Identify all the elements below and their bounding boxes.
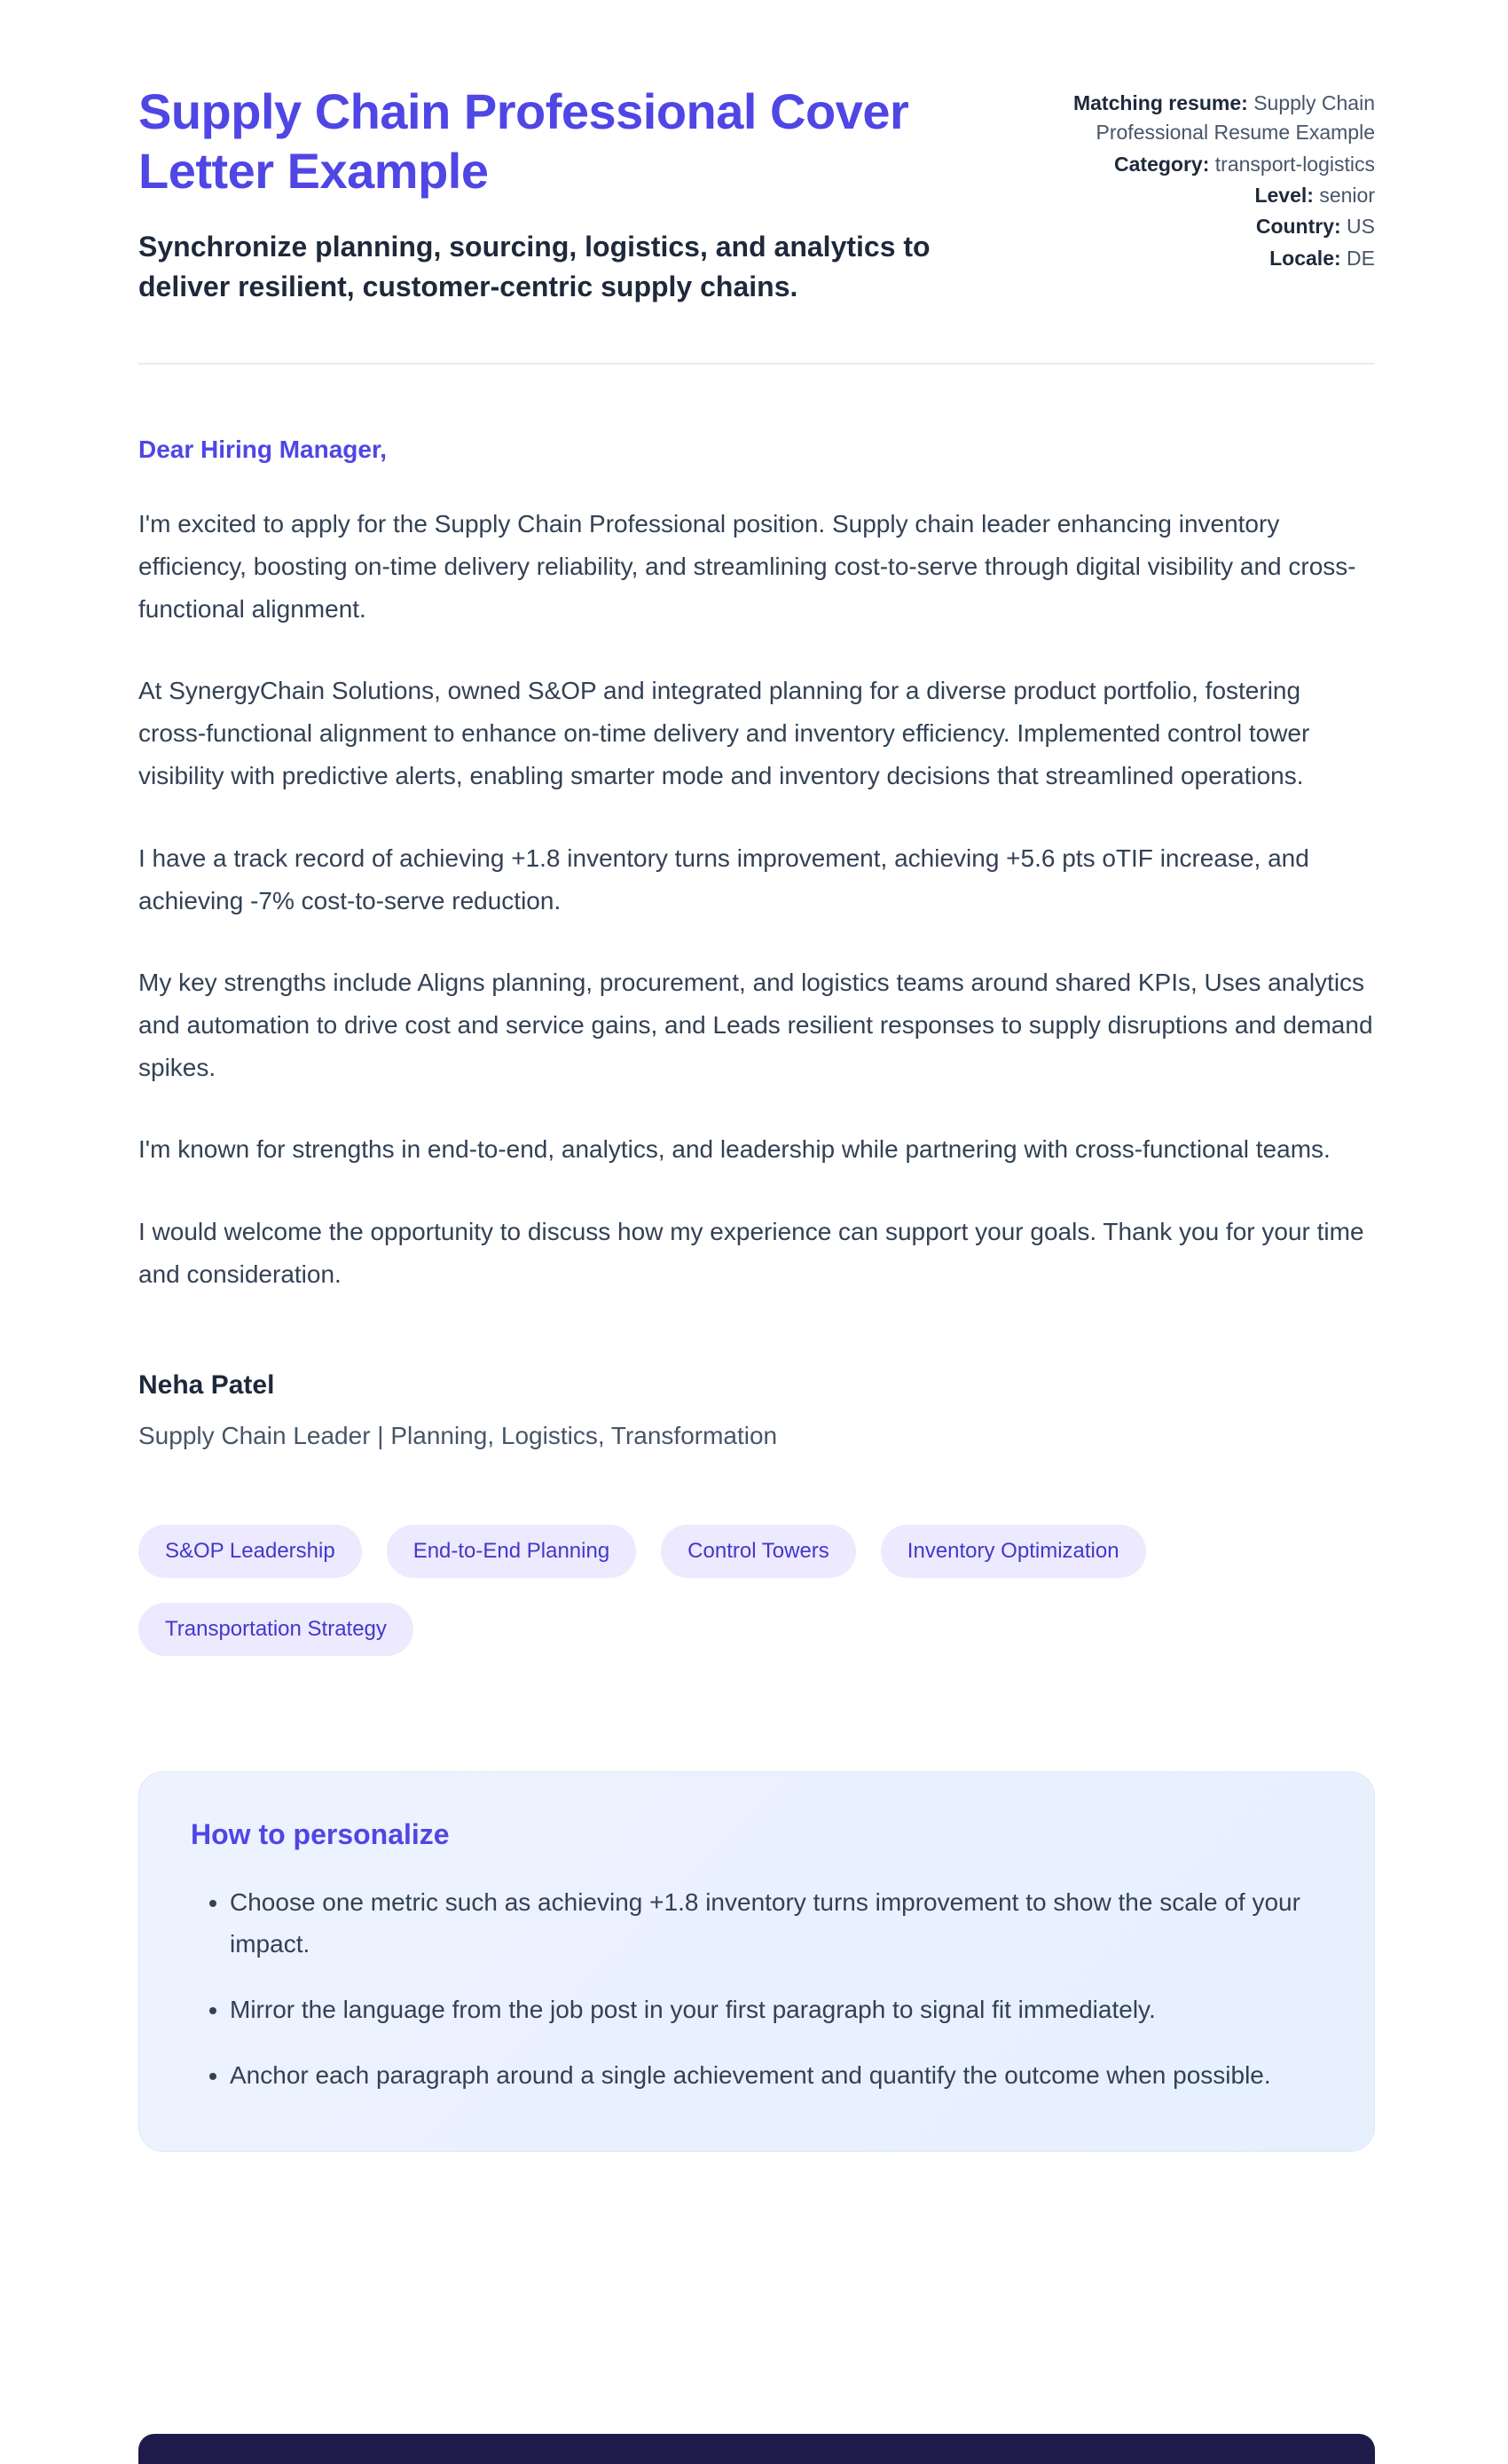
skill-tags	[138, 1525, 1256, 1656]
meta-label: Category:	[1114, 152, 1210, 176]
personalize-tips	[191, 1881, 1323, 2096]
meta-row	[1064, 89, 1375, 148]
signature-name: Neha Patel	[138, 1369, 275, 1400]
page-title: Supply Chain Professional Cover Letter Example	[138, 83, 909, 200]
page-header	[138, 82, 1375, 306]
meta-label: Matching resume:	[1072, 91, 1248, 114]
letter-paragraph: I'm known for strengths in end-to-end, analytics, and leadership while partnering with cross-functional teams.	[138, 1135, 1331, 1164]
skill-tag: End-to-End Planning	[387, 1525, 636, 1578]
meta-value: senior	[1319, 184, 1375, 208]
skill-tag: S&OP Leadership	[138, 1525, 362, 1578]
meta-value: US	[1347, 215, 1375, 239]
skill-tag: Control Towers	[661, 1525, 856, 1578]
meta-label: Locale:	[1269, 246, 1341, 270]
letter-paragraph: My key strengths include Aligns planning, procurement, and logistics teams around shared KPIs, Uses analytics and automation to drive cost and service gains, and Leads resilient responses to supply disruptions and demand spikes.	[138, 968, 1373, 1082]
header-title-block	[138, 82, 1011, 306]
letter-paragraph: At SynergyChain Solutions, owned S&OP and integrated planning for a diverse product portfolio, fostering cross-functional alignment to enhance on-time delivery and inventory efficiency. Implemented control tower visibility with predictive alerts, enabling smarter mode and inventory decisions that streamlined operations.	[138, 677, 1310, 790]
meta-label: Level:	[1254, 184, 1314, 208]
meta-value: Supply Chain Professional Resume Example	[1096, 91, 1375, 145]
letter-paragraph: I'm excited to apply for the Supply Chain Professional position. Supply chain leader enhancing inventory efficiency, boosting on-time delivery reliability, and streamlining cost-to-serve through digital visibility and cross-functional alignment.	[138, 509, 1356, 623]
signature-title: Supply Chain Leader | Planning, Logistics, Transformation	[138, 1421, 778, 1449]
personalize-tip: • Anchor each paragraph around a single achievement and quantify the outcome when possible.	[230, 2054, 1323, 2097]
personalize-box	[138, 1771, 1375, 2152]
letter-salutation: Dear Hiring Manager,	[138, 435, 388, 463]
meta-row	[1064, 244, 1375, 273]
meta-row	[1064, 181, 1375, 210]
meta-value: DE	[1347, 246, 1375, 270]
meta-value: transport-logistics	[1214, 152, 1375, 176]
resume-meta-block	[1064, 82, 1375, 306]
footer-card-top-edge	[138, 2434, 1375, 2464]
personalize-tip: • Choose one metric such as achieving +1.8 inventory turns improvement to show the scale of your impact.	[230, 1881, 1323, 1966]
meta-row	[1064, 150, 1375, 179]
meta-row	[1064, 212, 1375, 241]
meta-label: Country:	[1255, 215, 1341, 239]
letter-paragraph: I would welcome the opportunity to discuss how my experience can support your goals. Thank you for your time and consideration.	[138, 1217, 1364, 1288]
personalize-tip: • Mirror the language from the job post in your first paragraph to signal fit immediately.	[230, 1989, 1323, 2031]
personalize-heading: How to personalize	[191, 1817, 450, 1850]
page-subtitle: Synchronize planning, sourcing, logistics, and analytics to deliver resilient, customer-centric supply chains.	[138, 231, 931, 302]
header-divider	[138, 363, 1375, 365]
skill-tag: Transportation Strategy	[138, 1603, 413, 1656]
letter-body	[138, 503, 1375, 1296]
skill-tag: Inventory Optimization	[881, 1525, 1146, 1578]
letter-paragraph: I have a track record of achieving +1.8 inventory turns improvement, achieving +5.6 pts oTIF increase, and achieving -7% cost-to-serve reduction.	[138, 844, 1309, 914]
